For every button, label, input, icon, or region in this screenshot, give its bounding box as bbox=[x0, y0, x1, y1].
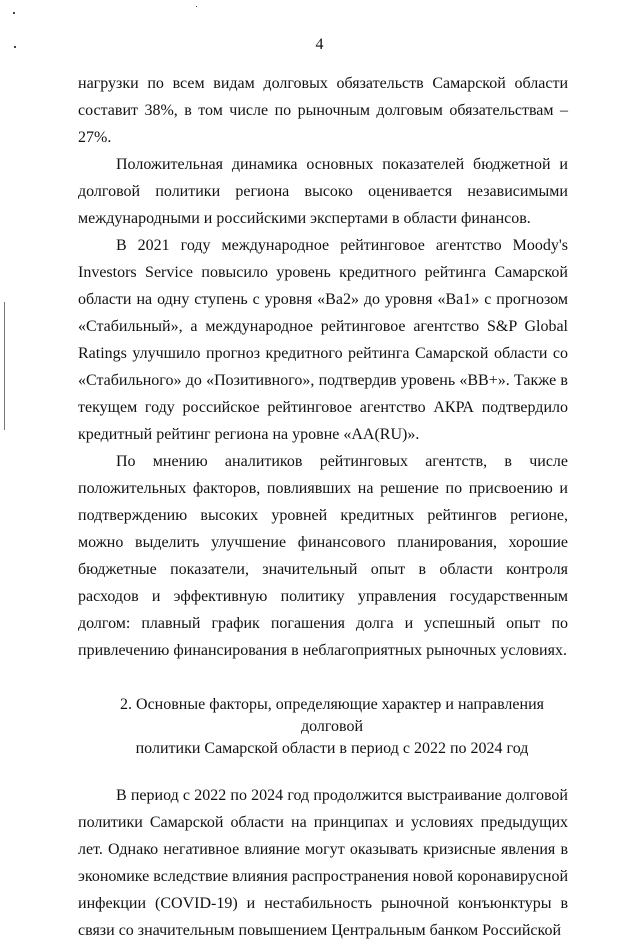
page-number: 4 bbox=[315, 36, 324, 53]
section-heading-line-2: политики Самарской области в период с 2022 по 2024 год bbox=[135, 740, 529, 757]
paragraph-ratings: В 2021 году международное рейтинговое агентство Moody's Investors Service повысило уровень кредитного рейтинга Самарской области на одну ступень с уровня «Ba2» до уровня «Ba1» с прогнозом «Стабильный», а международное рейтинговое агентство S&P Global Ratings улучшило прогноз кредитного рейтинга Самарской области со «Стабильного» до «Позитивного», подтвердив уровень «BB+». Также в текущем году российское рейтинговое агентство АКРА подтвердило кредитный рейтинг региона на уровне «AA(RU)». bbox=[78, 237, 569, 443]
scan-speck bbox=[196, 6, 197, 7]
section-heading-line-1: 2. Основные факторы, определяющие характер и направления долговой bbox=[120, 696, 544, 735]
paragraph-period: В период с 2022 по 2024 год продолжится выстраивание долговой политики Самарской области на принципах и условиях предыдущих лет. Однако негативное влияние могут оказывать кризисные явления в экономике вследствие влияния распространения новой коронавирусной инфекции (COVID-19) и нестабильность рыночной конъюнктуры в связи со значительным повышением Центральным банком Российской bbox=[78, 787, 568, 939]
document-body bbox=[78, 70, 568, 944]
scan-speck bbox=[13, 12, 15, 14]
paragraph-dynamics: Положительная динамика основных показателей бюджетной и долговой политики региона высоко оценивается независимыми международными и российскими экспертами в области финансов. bbox=[78, 156, 568, 227]
paragraph-continuation: нагрузки по всем видам долговых обязательств Самарской области составит 38%, в том числе по рыночным долговым обязательствам – 27%. bbox=[78, 75, 568, 146]
paragraph-analysts: По мнению аналитиков рейтинговых агентств, в числе положительных факторов, повлиявших на решение по присвоению и подтверждению высоких уровней кредитных рейтингов регионе, можно выделить улучшение финансового планирования, хорошие бюджетные показатели, значительный опыт в области контроля расходов и эффективную политику управления государственным долгом: плавный график погашения долга и успешный опыт по привлечению финансирования в неблагоприятных рыночных условиях. bbox=[78, 453, 568, 659]
scan-edge-line bbox=[4, 302, 5, 430]
